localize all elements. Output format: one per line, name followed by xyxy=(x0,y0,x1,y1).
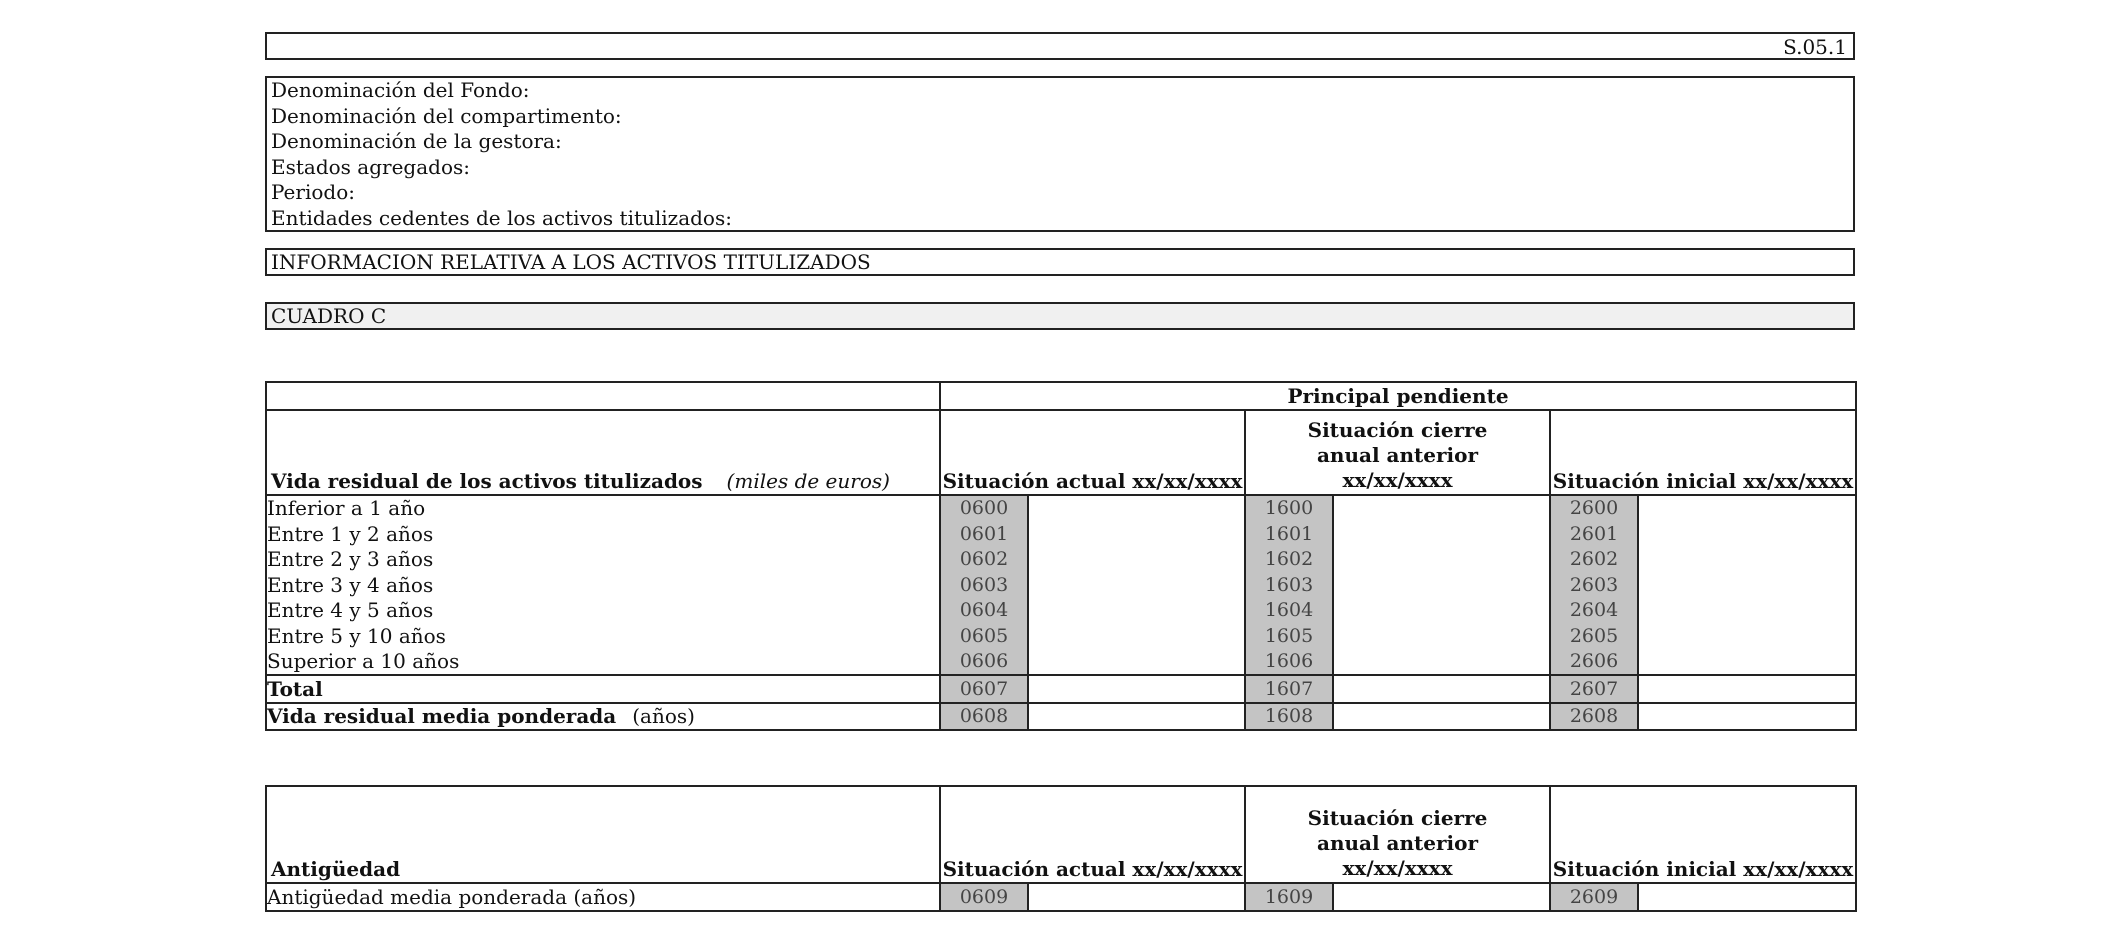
row-label: Entre 5 y 10 años xyxy=(266,623,940,649)
value-cell[interactable] xyxy=(1333,675,1550,703)
field-code: 2605 xyxy=(1550,623,1638,649)
fund-name-label: Denominación del Fondo: xyxy=(271,78,530,102)
row-label: Entre 4 y 5 años xyxy=(266,598,940,624)
compartment-name-label: Denominación del compartimento: xyxy=(271,103,622,128)
table-row xyxy=(266,598,1856,624)
field-code: 2601 xyxy=(1550,521,1638,547)
manager-name-label: Denominación de la gestora: xyxy=(271,129,562,153)
field-code: 2607 xyxy=(1550,675,1638,703)
value-cell[interactable] xyxy=(1333,598,1550,624)
weighted-residual-label: Vida residual media ponderada xyxy=(267,704,617,728)
value-cell[interactable] xyxy=(1333,623,1550,649)
field-code: 0602 xyxy=(940,547,1028,573)
row-label: Superior a 10 años xyxy=(266,649,940,676)
value-cell[interactable] xyxy=(1638,883,1856,911)
aggregated-states-label: Estados agregados: xyxy=(271,154,470,179)
age-header: Antigüedad xyxy=(266,786,940,883)
form-code: S.05.1 xyxy=(1783,35,1847,59)
value-cell[interactable] xyxy=(1028,495,1245,522)
value-cell[interactable] xyxy=(1028,703,1245,731)
field-code: 1600 xyxy=(1245,495,1333,522)
age-col-actual-header: Situación actual xx/xx/xxxx xyxy=(940,786,1245,883)
value-cell[interactable] xyxy=(1028,623,1245,649)
field-code: 0604 xyxy=(940,598,1028,624)
field-code: 1601 xyxy=(1245,521,1333,547)
table-row xyxy=(266,495,1856,522)
table-row xyxy=(266,623,1856,649)
value-cell[interactable] xyxy=(1638,495,1856,522)
weighted-residual-unit: (años) xyxy=(632,704,695,728)
period-label: Periodo: xyxy=(271,180,355,204)
field-code: 2602 xyxy=(1550,547,1638,573)
field-code: 0606 xyxy=(940,649,1028,676)
age-col-inicial-header: Situación inicial xx/xx/xxxx xyxy=(1550,786,1856,883)
table-row xyxy=(266,649,1856,676)
value-cell[interactable] xyxy=(1028,521,1245,547)
field-code: 1608 xyxy=(1245,703,1333,731)
total-row xyxy=(266,675,1856,703)
value-cell[interactable] xyxy=(1333,521,1550,547)
value-cell[interactable] xyxy=(1638,623,1856,649)
table-row xyxy=(266,572,1856,598)
field-code: 0601 xyxy=(940,521,1028,547)
header-info-box xyxy=(265,76,1855,232)
field-code: 2608 xyxy=(1550,703,1638,731)
table-row xyxy=(266,883,1856,911)
residual-life-header-text: Vida residual de los activos titulizados xyxy=(271,468,703,493)
field-code: 2609 xyxy=(1550,883,1638,911)
residual-life-header xyxy=(266,410,940,495)
value-cell[interactable] xyxy=(1638,703,1856,731)
row-label: Entre 2 y 3 años xyxy=(266,547,940,573)
col-cierre-header: Situación cierre anual anterior xx/xx/xxxx xyxy=(1245,410,1550,495)
col-inicial-header: Situación inicial xx/xx/xxxx xyxy=(1550,410,1856,495)
field-code: 0609 xyxy=(940,883,1028,911)
field-code: 1609 xyxy=(1245,883,1333,911)
form-code-box xyxy=(265,32,1855,60)
field-code: 1605 xyxy=(1245,623,1333,649)
value-cell[interactable] xyxy=(1638,547,1856,573)
value-cell[interactable] xyxy=(1028,675,1245,703)
col-actual-header: Situación actual xx/xx/xxxx xyxy=(940,410,1245,495)
row-label xyxy=(266,703,940,731)
field-code: 2600 xyxy=(1550,495,1638,522)
field-code: 0600 xyxy=(940,495,1028,522)
table-title: CUADRO C xyxy=(265,302,1855,330)
row-label: Entre 3 y 4 años xyxy=(266,572,940,598)
field-code: 0603 xyxy=(940,572,1028,598)
value-cell[interactable] xyxy=(1333,572,1550,598)
age-table xyxy=(265,785,1857,912)
residual-life-unit: (miles de euros) xyxy=(726,468,890,493)
blank-header-cell xyxy=(266,382,940,410)
field-code: 0608 xyxy=(940,703,1028,731)
value-cell[interactable] xyxy=(1333,547,1550,573)
value-cell[interactable] xyxy=(1638,572,1856,598)
row-label: Inferior a 1 año xyxy=(266,495,940,522)
field-code: 1603 xyxy=(1245,572,1333,598)
value-cell[interactable] xyxy=(1333,703,1550,731)
field-code: 0607 xyxy=(940,675,1028,703)
weighted-residual-row xyxy=(266,703,1856,731)
row-label: Antigüedad media ponderada (años) xyxy=(266,883,940,911)
value-cell[interactable] xyxy=(1638,598,1856,624)
field-code: 0605 xyxy=(940,623,1028,649)
field-code: 1607 xyxy=(1245,675,1333,703)
value-cell[interactable] xyxy=(1333,883,1550,911)
value-cell[interactable] xyxy=(1028,649,1245,676)
value-cell[interactable] xyxy=(1333,495,1550,522)
value-cell[interactable] xyxy=(1028,547,1245,573)
assignor-entities-label: Entidades cedentes de los activos titulizados: xyxy=(271,205,732,230)
age-col-cierre-header: Situación cierre anual anterior xx/xx/xxxx xyxy=(1245,786,1550,883)
field-code: 1602 xyxy=(1245,547,1333,573)
value-cell[interactable] xyxy=(1028,572,1245,598)
field-code: 1606 xyxy=(1245,649,1333,676)
field-code: 2604 xyxy=(1550,598,1638,624)
field-code: 2606 xyxy=(1550,649,1638,676)
field-code: 1604 xyxy=(1245,598,1333,624)
principal-pending-header: Principal pendiente xyxy=(940,382,1856,410)
value-cell[interactable] xyxy=(1028,883,1245,911)
section-title: INFORMACION RELATIVA A LOS ACTIVOS TITULIZADOS xyxy=(265,248,1855,276)
residual-life-table xyxy=(265,381,1857,731)
row-label: Entre 1 y 2 años xyxy=(266,521,940,547)
table-row xyxy=(266,521,1856,547)
value-cell[interactable] xyxy=(1638,521,1856,547)
row-label: Total xyxy=(266,675,940,703)
field-code: 2603 xyxy=(1550,572,1638,598)
table-row xyxy=(266,547,1856,573)
value-cell[interactable] xyxy=(1638,649,1856,676)
value-cell[interactable] xyxy=(1638,675,1856,703)
value-cell[interactable] xyxy=(1028,598,1245,624)
value-cell[interactable] xyxy=(1333,649,1550,676)
